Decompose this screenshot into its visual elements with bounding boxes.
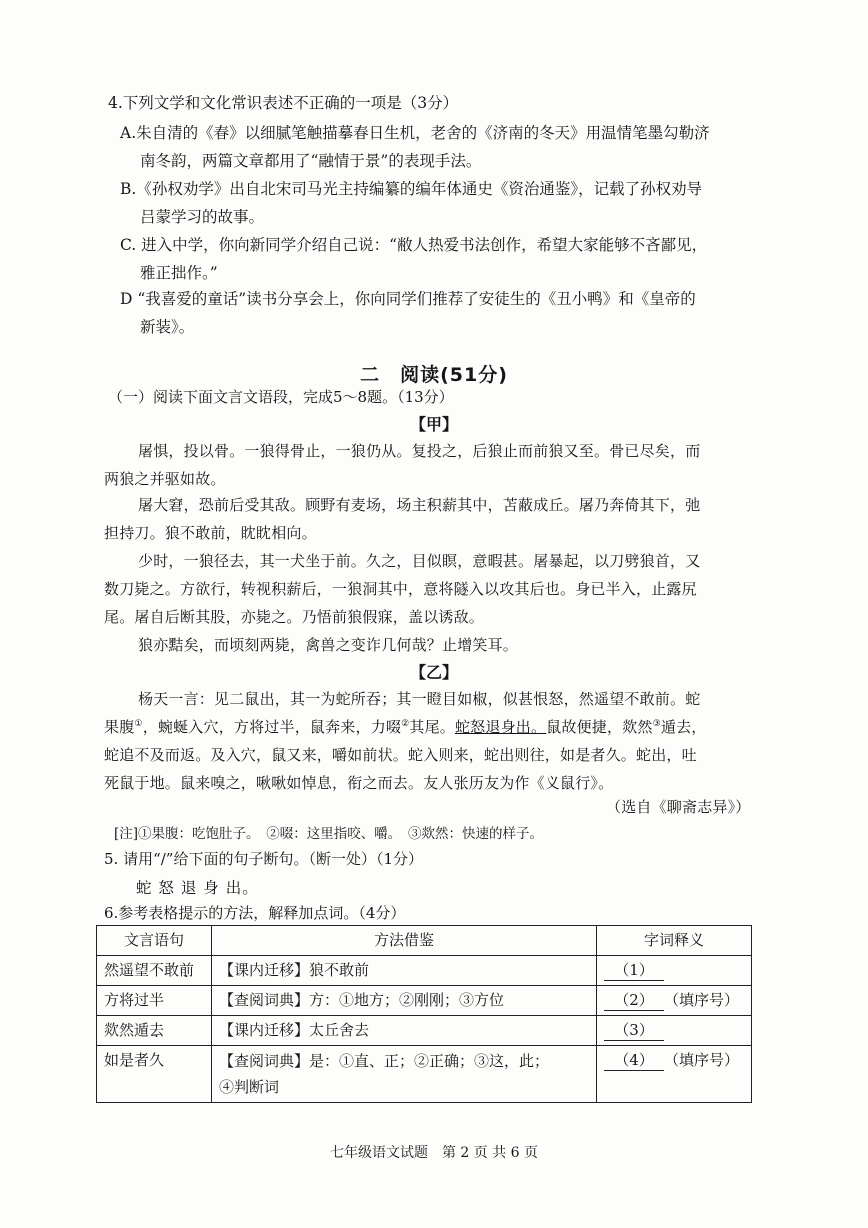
q6-table: [96, 925, 752, 1103]
q4-option-b-line1: B.《孙权劝学》出自北宋司马光主持编纂的编年体通史《资治通鉴》，记载了孙权劝导: [120, 180, 703, 198]
row4-sentence: [97, 1046, 212, 1103]
answer-blank-4[interactable]: （4）: [604, 1050, 664, 1071]
q6-stem: 6.参考表格提示的方法，解释加点词。（4分）: [104, 904, 406, 922]
jia-p3-line2: 数刀毙之。方欲行，转视积薪后，一狼洞其中，意将隧入以攻其后也。身已半入，止露尻: [104, 580, 697, 598]
yi-line4: 死鼠于地。鼠来嗅之，啾啾如悼息，衔之而去。友人张历友为作《义鼠行》。: [104, 774, 614, 792]
q5-sentence: 蛇 怒 退 身 出。: [136, 879, 259, 897]
q4-option-c-line1: C. 进入中学，你向新同学介绍自己说：“敝人热爱书法创作，希望大家能够不吝鄙见，: [120, 236, 708, 254]
table-row: [97, 1046, 752, 1103]
row4-fill-hint: （填序号）: [664, 1051, 740, 1069]
yi-line2-part-b: ，蜿蜒入穴，方将过半，鼠奔来，力啜: [142, 718, 402, 736]
yi-line2: [104, 716, 706, 737]
table-row: [97, 956, 752, 986]
jia-p4: 狼亦黠矣，而顷刻两毙，禽兽之变诈几何哉？止增笑耳。: [138, 636, 519, 654]
note-ref-3: ③: [652, 719, 661, 729]
q4-option-a-line2: 南冬韵，两篇文章都用了“融情于景”的表现手法。: [140, 152, 482, 170]
row4-method-line2: ④判断词: [219, 1078, 280, 1096]
answer-blank-3[interactable]: （3）: [604, 1020, 664, 1041]
row3-sentence-text: 欻然遁: [104, 1021, 150, 1039]
table-header-row: [97, 926, 752, 956]
yi-line2-part-a: 果腹: [104, 718, 135, 736]
note-ref-1: ①: [134, 719, 143, 729]
row3-method: 【课内迁移】太丘舍去: [212, 1016, 597, 1046]
header-sentence: 文言语句: [97, 926, 212, 956]
yi-line1: 杨天一言：见二鼠出，其一为蛇所吞；其一瞪目如椒，似甚恨怒，然遥望不敢前。蛇: [138, 690, 701, 708]
yi-line2-part-c: 其尾。: [409, 718, 455, 736]
source-citation: （选自《聊斋志异》）: [606, 798, 751, 816]
row1-sentence: [97, 956, 212, 986]
row4-sentence-pre: 如: [104, 1051, 120, 1069]
answer-blank-2[interactable]: （2）: [604, 990, 664, 1011]
passage-yi-label: 【乙】: [409, 663, 458, 682]
row4-sentence-post: 者久: [134, 1051, 165, 1069]
jia-p1-line2: 两狼之并驱如故。: [104, 470, 226, 488]
row2-method: 【查阅词典】方：①地方；②刚刚；③方位: [212, 986, 597, 1016]
q4-stem: 4.下列文学和文化常识表述不正确的一项是（3分）: [108, 94, 459, 112]
dotted-word: 是: [119, 1051, 135, 1069]
q4-option-d-line1: D “我喜爱的童话”读书分享会上，你向同学们推荐了安徒生的《丑小鸭》和《皇帝的: [120, 290, 696, 308]
yi-line2-part-e: 遁去，: [660, 718, 707, 736]
underlined-sentence: 蛇怒退身出。: [454, 718, 547, 736]
row1-sentence-text: 然遥望不敢: [104, 961, 180, 979]
row3-sentence: [97, 1016, 212, 1046]
row2-answer: [597, 986, 752, 1016]
dotted-word: 前: [179, 961, 195, 979]
q4-option-a-line1: A.朱自清的《春》以细腻笔触描摹春日生机，老舍的《济南的冬天》用温情笔墨勾勒济: [120, 124, 710, 142]
row3-answer: [597, 1016, 752, 1046]
yi-line2-part-d: 鼠故便捷，欻然: [546, 718, 653, 736]
q4-option-b-line2: 吕蒙学习的故事。: [140, 208, 265, 226]
table-row: [97, 1016, 752, 1046]
q5-stem: 5. 请用“/”给下面的句子断句。（断一处）（1分）: [104, 850, 424, 868]
jia-p2-line1: 屠大窘，恐前后受其敌。顾野有麦场，场主积薪其中，苫蔽成丘。屠乃奔倚其下，弛: [138, 496, 701, 514]
row1-answer: [597, 956, 752, 986]
q4-option-c-line2: 雅正拙作。”: [140, 264, 218, 282]
jia-p3-line3: 尾。屠自后断其股，亦毙之。乃悟前狼假寐，盖以诱敌。: [104, 608, 485, 626]
yi-line3: 蛇追不及而返。及入穴，鼠又来，嚼如前状。蛇入则来，蛇出则往，如是者久。蛇出，吐: [104, 746, 697, 764]
q4-option-d-line2: 新装》。: [140, 318, 195, 336]
jia-p3-line1: 少时，一狼径去，其一犬坐于前。久之，目似瞑，意暇甚。屠暴起，以刀劈狼首，又: [138, 552, 701, 570]
header-meaning: 字词释义: [597, 926, 752, 956]
table-row: [97, 986, 752, 1016]
note-ref-2: ②: [401, 719, 410, 729]
section-title: 二 阅读(51分): [360, 364, 508, 386]
jia-p2-line2: 担持刀。狼不敢前，眈眈相向。: [104, 524, 317, 542]
row4-answer: [597, 1046, 752, 1103]
section-subtitle: （一）阅读下面文言文语段，完成5～8题。（13分）: [108, 388, 454, 406]
row2-sentence: 方将过半: [97, 986, 212, 1016]
row1-method: 【课内迁移】狼不敢前: [212, 956, 597, 986]
header-method: 方法借鉴: [212, 926, 597, 956]
passage-jia-label: 【甲】: [409, 415, 458, 434]
footnotes: [注]①果腹：吃饱肚子。 ②啜：这里指咬、嚼。 ③欻然：快速的样子。: [114, 826, 544, 842]
dotted-word: 去: [149, 1021, 165, 1039]
row2-fill-hint: （填序号）: [664, 991, 740, 1009]
page-footer: 七年级语文试题 第 2 页 共 6 页: [329, 1145, 539, 1161]
row4-method-line1: 【查阅词典】是：①直、正；②正确；③这，此；: [219, 1052, 550, 1070]
jia-p1-line1: 屠惧，投以骨。一狼得骨止，一狼仍从。复投之，后狼止而前狼又至。骨已尽矣，而: [138, 442, 701, 460]
answer-blank-1[interactable]: （1）: [604, 960, 664, 981]
row4-method: [212, 1046, 597, 1103]
